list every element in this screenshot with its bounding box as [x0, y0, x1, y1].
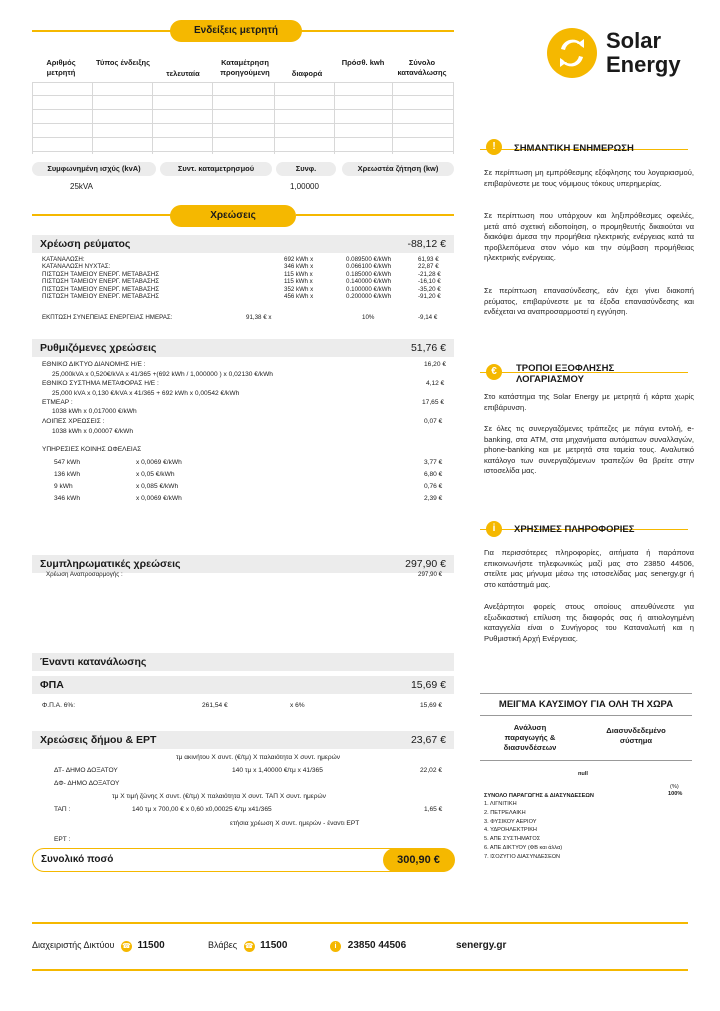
logo-word-1: Solar [606, 28, 662, 53]
electricity-row-amount: -91,20 € [418, 293, 441, 300]
network-operator-label: Διαχειριστής Δικτύου [32, 940, 115, 950]
public-service-qty: 9 kWh [54, 483, 73, 490]
payment-methods-title-2: ΛΟΓΑΡΙΑΣΜΟΥ [516, 374, 584, 385]
municipal-dt-values: 140 τμ x 1,40000 €/τμ x 41/365 [232, 767, 323, 774]
meter-col-divider [92, 82, 93, 154]
municipal-df-label: ΔΦ- ΔΗΜΟ ΔΟΞΑΤΟΥ [54, 780, 120, 787]
electricity-row-desc: ΠΙΣΤΩΣΗ ΤΑΜΕΙΟΥ ΕΝΕΡΓ. ΜΕΤΑΒΑΣΗΣ [42, 293, 160, 300]
meter-section-title: Ενδείξεις μετρητή [170, 20, 302, 42]
meter-col-divider [32, 82, 33, 154]
fuel-mix-total-value: 100% [668, 791, 683, 797]
meter-col-divider [274, 82, 275, 154]
agreed-power-label: Συμφωνημένη ισχύς (kvA) [32, 162, 156, 176]
payment-methods-title-1: ΤΡΟΠΟΙ ΕΞΟΦΛΗΣΗΣ [516, 363, 615, 374]
electricity-row-amount: -35,20 € [418, 285, 441, 293]
distribution-network-amount: 16,20 € [424, 361, 446, 368]
regulated-charges-title: Ρυθμιζόμενες χρεώσεις [40, 342, 157, 354]
fuel-mix-item: 4. ΥΔΡΟΗΛΕΚΤΡΙΚΗ [484, 827, 537, 834]
power-factor-value: 1,00000 [290, 182, 319, 191]
useful-info-p2: Ανεξάρτητοι φορείς στους οποίους απευθύνεστε για εξωδικαστική επίλυση της διαφοράς σας ή αιτιολογημένη καταγγελία είναι ο Συνήγορος του Καταναλωτή και η Ρυθμιστική Αρχή Ενέργειας. [484, 602, 694, 643]
footer-bottom-rule [32, 969, 688, 971]
meter-row [32, 110, 453, 124]
metering-factor-label: Συντ. καταμετρησμού [160, 162, 272, 176]
meter-row [32, 124, 453, 138]
discount-base: 91,38 € x [246, 314, 272, 321]
fuel-mix-pct-label: (%) [670, 784, 679, 790]
meter-col-divider [152, 82, 153, 154]
meter-col-divider [212, 82, 213, 154]
municipal-formula-1: τμ ακινήτου X συντ. (€/τμ) X παλαιότητα X συντ. ημερών [176, 754, 341, 761]
meter-header-1: Αριθμός μετρητή [46, 58, 76, 77]
header-rule-right [296, 30, 454, 32]
electricity-row-desc: ΚΑΤΑΝΑΛΩΣΗ ΝΥΧΤΑΣ: [42, 263, 111, 271]
supplementary-charges-title: Συμπληρωματικές χρεώσεις [40, 558, 181, 570]
network-operator-phone: 11500 [137, 940, 165, 951]
other-charges-amount: 0,07 € [424, 418, 443, 425]
grand-total-value: 300,90 € [383, 848, 455, 872]
meter-header-6: Πρόσθ. kwh [341, 58, 385, 67]
euro-icon: € [486, 364, 502, 380]
agreed-power-value: 25kVA [70, 182, 93, 191]
electricity-row-qty: 346 kWh x [284, 263, 314, 271]
electricity-row-desc: ΠΙΣΤΩΣΗ ΤΑΜΕΙΟΥ ΕΝΕΡΓ. ΜΕΤΑΒΑΣΗΣ [42, 278, 160, 286]
vat-multiplier: x 6% [290, 702, 305, 709]
electricity-row-rate: 0.100000 €/kWh [346, 285, 392, 293]
faults-label: Βλάβες [208, 940, 238, 950]
electricity-row-rate: 0.066100 €/kWh [346, 263, 392, 271]
important-notice-p3: Σε περίπτωση επανασύνδεσης, εάν έχει γίνει διακοπή ρεύματος, επιβαρύνεστε με τα έξοδα επανασύνδεσης και ενδέχεται να αναπροσαρμοστεί η εγγύηση. [484, 286, 694, 317]
fuel-mix-col2: Διασυνδεδεμένο σύστημα [606, 726, 666, 745]
public-service-rate: x 0,0069 €/kWh [136, 495, 182, 502]
footer-rule [32, 922, 688, 924]
regulated-charges-bar [32, 339, 454, 357]
adjustment-charge-amount: 297,90 € [418, 571, 443, 578]
info-phone: 23850 44506 [347, 940, 407, 951]
transmission-system-amount: 4,12 € [426, 380, 445, 387]
vat-base: 261,54 € [202, 702, 228, 709]
website-link[interactable]: senergy.gr [456, 940, 507, 951]
vat-bar [32, 676, 454, 694]
meter-header-5: διαφορά [291, 69, 323, 78]
meter-header-3: τελευταία [166, 69, 200, 78]
fuel-mix-null: null [578, 771, 588, 777]
other-charges-label: ΛΟΙΠΕΣ ΧΡΕΩΣΕΙΣ : [42, 418, 105, 425]
other-charges-calc: 1038 kWh x 0,00007 €/kWh [52, 428, 134, 435]
electricity-row-desc: ΠΙΣΤΩΣΗ ΤΑΜΕΙΟΥ ΕΝΕΡΓ. ΜΕΤΑΒΑΣΗΣ [42, 270, 160, 278]
important-notice-p2: Σε περίπτωση που υπάρχουν και ληξιπρόθεσμες οφειλές, μετά από σχετική ειδοποίηση, ο προμηθευτής δικαιούται να διακόψει άμεσα την προμήθεια ηλεκτρικής ενέργειας κατά τα προβλεπόμενα στον νόμο και την σύμβαση προμήθειας ηλεκτρικής ενέργειας. [484, 211, 694, 263]
demand-label: Χρεωστέα ζήτηση (kw) [342, 162, 454, 176]
municipal-formula-3: ετήσια χρέωση X συντ. ημερών - έναντι ΕΡΤ [230, 820, 360, 827]
supplementary-charges-total: 297,90 € [405, 558, 446, 570]
electricity-row-qty: 692 kWh x [284, 256, 314, 263]
electricity-row-rate: 0.089500 €/kWh [346, 256, 392, 263]
tap-amount: 1,65 € [424, 806, 443, 813]
municipal-dt-amount: 22,02 € [420, 767, 442, 774]
meter-col-divider [392, 82, 393, 154]
network-operator-contact[interactable] [32, 940, 165, 952]
electricity-row-amount: 22,87 € [418, 263, 439, 271]
logo-word-2: Energy [606, 52, 681, 77]
municipal-formula-2: τμ X τιμή ζώνης X συντ. (€/τμ) X παλαιότητα X συντ. ΤΑΠ X συντ. ημερών [112, 793, 326, 800]
faults-phone: 11500 [260, 940, 288, 951]
electricity-row-amount: 61,93 € [418, 256, 439, 263]
public-service-qty: 547 kWh [54, 459, 81, 466]
electricity-row-desc: ΚΑΤΑΝΑΛΩΣΗ: [42, 256, 85, 263]
electricity-row-qty: 115 kWh x [284, 270, 313, 278]
public-service-rate: x 0,085 €/kWh [136, 483, 179, 490]
against-consumption-bar [32, 653, 454, 671]
public-service-rate: x 0,05 €/kWh [136, 471, 175, 478]
fuel-mix-item: 5. ΑΠΕ ΣΥΣΤΗΜΑΤΟΣ [484, 836, 541, 843]
public-service-amount: 2,39 € [424, 495, 443, 502]
public-service-amount: 6,80 € [424, 471, 443, 478]
electricity-row-rate: 0.200000 €/kWh [346, 293, 392, 300]
ert-label: ΕΡΤ : [54, 836, 71, 843]
meter-row [32, 82, 453, 96]
transmission-system-label: ΕΘΝΙΚΟ ΣΥΣΤΗΜΑ ΜΕΤΑΦΟΡΑΣ Η/Ε : [42, 380, 159, 387]
electricity-charge-title: Χρέωση ρεύματος [40, 238, 131, 250]
electricity-charge-total: -88,12 € [407, 238, 446, 250]
fuel-mix-panel [480, 693, 692, 883]
public-service-qty: 136 kWh [54, 471, 81, 478]
distribution-network-calc: 25,000kVA x 0,520€/kVA x 41/365 +(692 kWh / 1,000000 ) x 0,02130 €/kWh [52, 371, 273, 378]
charges-rule-right [296, 214, 454, 216]
municipal-charges-total: 23,67 € [410, 734, 446, 746]
vat-rate-label: Φ.Π.Α. 6%: [42, 702, 76, 709]
electricity-row-amount: -16,10 € [418, 278, 441, 286]
discount-rate: 10% [362, 314, 375, 321]
electricity-charge-bar [32, 235, 454, 253]
public-service-label: ΥΠΗΡΕΣΙΕΣ ΚΟΙΝΗΣ ΩΦΕΛΕΙΑΣ [42, 446, 142, 453]
fuel-mix-title: ΜΕΙΓΜΑ ΚΑΥΣΙΜΟΥ ΓΙΑ ΟΛΗ ΤΗ ΧΩΡΑ [498, 699, 674, 710]
useful-info-p1: Για περισσότερες πληροφορίες, αιτήματα ή παράπονα επικοινωνήστε τηλεφωνικώς μαζί μας στο 23850 44506, στείλτε μας μήνυμα μέσω της ιστοσελίδας μας senergy.gr ή στο κατάστημά μας. [484, 548, 694, 589]
charges-section-title: Χρεώσεις [170, 205, 296, 227]
payment-methods-p2: Σε όλες τις συνεργαζόμενες τράπεζες με πάγια εντολή, e-banking, στα ATM, στα μηχανήματα αυτόματων συναλλαγών, phone-banking και με μετρητά στα ταμεία τους. Αναλυτικό κατάλογο των συνεργαζόμενων τραπεζών θα βρείτε στην ιστοσελίδα μας. [484, 424, 694, 476]
etmear-calc: 1038 kWh x 0,017000 €/kWh [52, 408, 137, 415]
public-service-qty: 346 kWh [54, 495, 81, 502]
against-consumption-title: Έναντι κατανάλωσης [40, 656, 147, 668]
vat-amount: 15,69 € [420, 702, 442, 709]
meter-header-7: Σύνολο κατανάλωσης [397, 58, 447, 77]
regulated-charges-total: 51,76 € [410, 342, 446, 354]
info-phone-contact[interactable] [330, 940, 406, 952]
etmear-label: ΕΤΜΕΑΡ : [42, 399, 73, 406]
meter-header-2: Τύπος ένδειξης [95, 58, 151, 67]
info-icon: i [330, 941, 341, 952]
electricity-row-rate: 0.140000 €/kWh [346, 278, 392, 286]
fuel-mix-top-rule [480, 693, 692, 694]
tap-values: 140 τμ x 700,00 € x 0,60 x0,00025 €/τμ x41/365 [132, 806, 272, 813]
meter-header-4: Καταμέτρηση προηγούμενη [220, 58, 270, 77]
phone-icon: ☎ [244, 943, 254, 950]
phone-icon: ☎ [122, 943, 131, 950]
etmear-amount: 17,65 € [422, 399, 444, 406]
fuel-mix-header-rule [480, 760, 692, 761]
adjustment-charge-label: Χρέωση Αναπροσαρμογής : [46, 571, 123, 578]
municipal-dt-label: ΔΤ- ΔΗΜΟ ΔΟΞΑΤΟΥ [54, 767, 118, 774]
municipal-charges-bar [32, 731, 454, 749]
info-icon: i [486, 521, 502, 537]
discount-label: ΕΚΠΤΩΣΗ ΣΥΝΕΠΕΙΑΣ ΕΝΕΡΓΕΙΑΣ ΗΜΕΡΑΣ: [42, 314, 173, 321]
meter-row [32, 96, 453, 110]
vat-title: ΦΠΑ [40, 679, 64, 691]
electricity-row-qty: 352 kWh x [284, 285, 314, 293]
electricity-row-rate: 0.185000 €/kWh [346, 270, 392, 278]
electricity-row-amount: -21,28 € [418, 270, 441, 278]
important-notice-title: ΣΗΜΑΝΤΙΚΗ ΕΝΗΜΕΡΩΣΗ [514, 143, 634, 154]
public-service-rate: x 0,0069 €/kWh [136, 459, 182, 466]
fuel-mix-item: 2. ΠΕΤΡΕΛΑΙΚΗ [484, 809, 526, 816]
fuel-mix-item: 7. ΙΣΟΖΥΓΙΟ ΔΙΑΣΥΝΔΕΣΕΩΝ [484, 853, 561, 860]
grand-total-bar [32, 848, 454, 872]
public-service-amount: 0,76 € [424, 483, 443, 490]
electricity-row-desc: ΠΙΣΤΩΣΗ ΤΑΜΕΙΟΥ ΕΝΕΡΓ. ΜΕΤΑΒΑΣΗΣ [42, 285, 160, 293]
fuel-mix-total-label: ΣΥΝΟΛΟ ΠΑΡΑΓΩΓΗΣ & ΔΙΑΣΥΝΔΕΣΕΩΝ [484, 793, 594, 799]
fuel-mix-title-rule [480, 715, 692, 716]
tap-label: ΤΑΠ : [54, 806, 71, 813]
electricity-row-qty: 456 kWh x [284, 293, 314, 300]
solar-energy-logo [546, 27, 696, 83]
power-factor-label: Συνφ. [276, 162, 336, 176]
transmission-system-calc: 25,000 kVA x 0,130 €/kVA x 41/365 + 692 kWh x 0,00542 €/kWh [52, 390, 240, 397]
meter-col-divider [453, 82, 454, 154]
payment-methods-p1: Στο κατάστημα της Solar Energy με μετρητά ή κάρτα χωρίς επιβάρυνση. [484, 392, 694, 412]
distribution-network-label: ΕΘΝΙΚΟ ΔΙΚΤΥΟ ΔΙΑΝΟΜΗΣ Η/Ε : [42, 361, 146, 368]
electricity-row-qty: 115 kWh x [284, 278, 313, 286]
fuel-mix-item: 1. ΛΙΓΝΙΤΙΚΗ [484, 801, 517, 807]
useful-info-title: ΧΡΗΣΙΜΕΣ ΠΛΗΡΟΦΟΡΙΕΣ [514, 524, 635, 535]
exclamation-icon: ! [486, 139, 502, 155]
meter-col-divider [334, 82, 335, 154]
fuel-mix-col1: Ανάλυση παραγωγής & διασυνδέσεων [503, 723, 557, 752]
fuel-mix-item: 3. ΦΥΣΙΚΟΥ ΑΕΡΙΟΥ [484, 818, 537, 825]
grand-total-label: Συνολικό ποσό [41, 854, 114, 865]
faults-contact[interactable] [208, 940, 287, 952]
fuel-mix-item: 6. ΑΠΕ ΔΙΚΤΥΟΥ (ΦΒ και άλλα) [484, 845, 563, 851]
meter-row [32, 138, 453, 152]
sun-icon [546, 27, 598, 79]
municipal-charges-title: Χρεώσεις δήμου & ΕΡΤ [40, 734, 157, 746]
public-service-amount: 3,77 € [424, 459, 443, 466]
important-notice-p1: Σε περίπτωση μη εμπρόθεσμης εξόφλησης του λογαριασμού, επιβαρύνεστε με τους νόμιμους τόκους υπερημερίας. [484, 168, 694, 188]
discount-amount: -9,14 € [418, 314, 438, 321]
vat-total: 15,69 € [410, 679, 446, 691]
